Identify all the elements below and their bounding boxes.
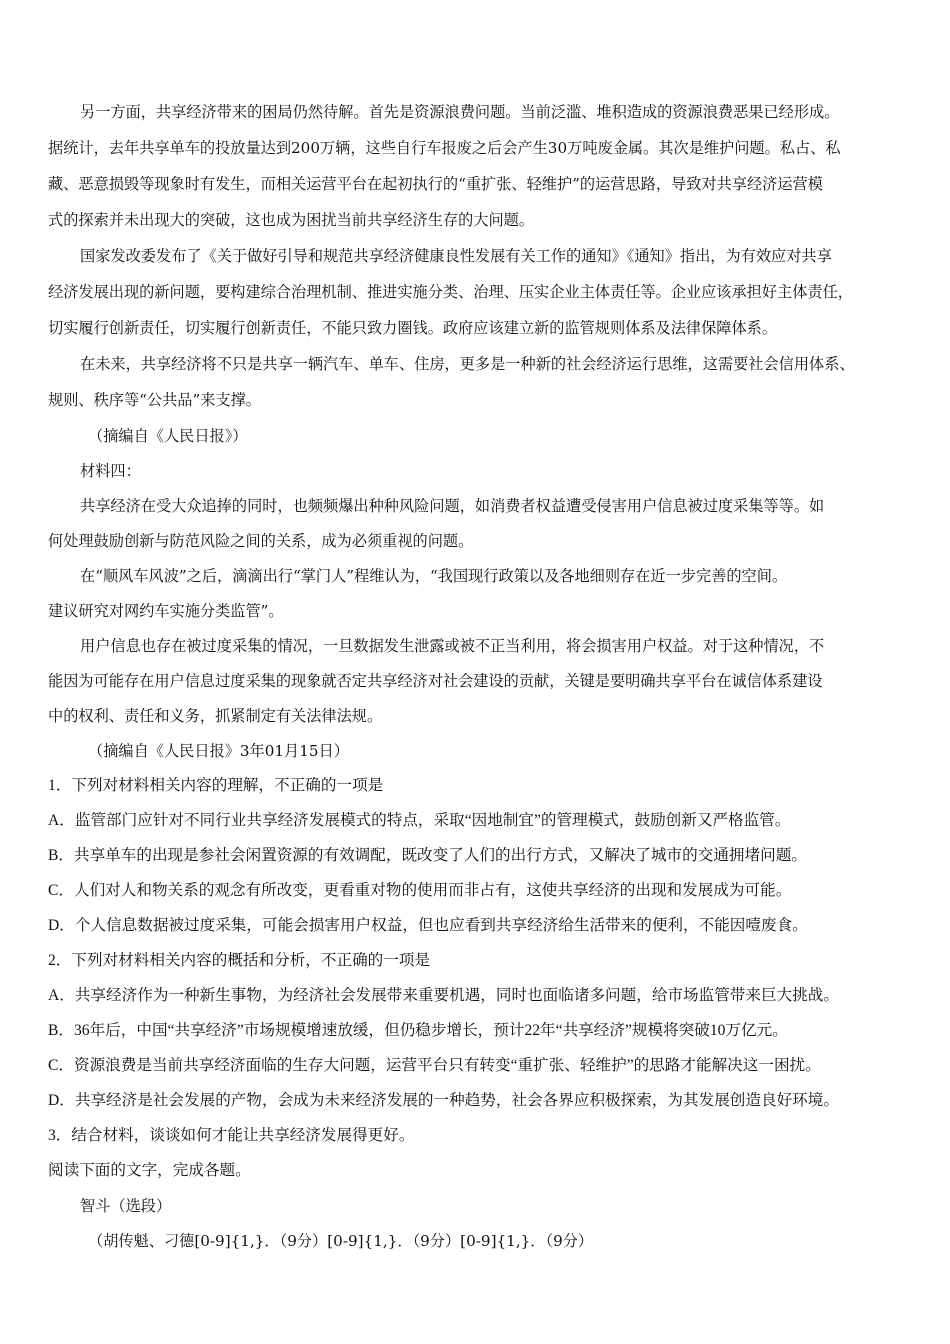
question-3: 3．结合材料，谈谈如何才能让共享经济发展得更好。 [48,1127,415,1144]
paragraph-line: 共享经济在受大众追捧的同时，也频频爆出种种风险问题，如消费者权益遭受侵害用户信息被过度采集等等。如 [80,497,825,515]
section-heading: 材料四： [80,462,141,480]
paragraph-line: 式的探索并未出现大的突破，这也成为困扰当前共享经济生存的大问题。 [48,211,534,229]
paragraph-line: 在“顺风车风波”之后，滴滴出行“掌门人”程维认为，“我国现行政策以及各地细则存在近一步完善的空间。 [80,567,788,585]
paragraph-line: 能因为可能存在用户信息过度采集的现象就否定共享经济对社会建设的贡献，关键是要明确共享平台在诚信体系建设 [48,672,823,690]
paragraph-line: 用户信息也存在被过度采集的情况，一旦数据发生泄露或被不正当利用，将会损害用户权益。对于这种情况，不 [80,637,825,655]
option-c: C．资源浪费是当前共享经济面临的生存大问题，运营平台只有转变“重扩张、轻维护”的思路才能解决这一困扰。 [48,1057,821,1074]
question-1: 1．下列对材料相关内容的理解，不正确的一项是 [48,777,384,794]
paragraph-line: 藏、恶意损毁等现象时有发生，而相关运营平台在起初执行的“重扩张、轻维护”的运营思路，导致对共享经济运营模 [48,175,823,193]
source-citation: （摘编自《人民日报》3年01月15日） [88,742,349,760]
passage-authors: （胡传魁、刁德[0-9]{1,}．（9分）[0-9]{1,}．（9分）[0-9]{1,}．（9分） [88,1232,594,1250]
reading-instruction: 阅读下面的文字，完成各题。 [48,1162,251,1179]
question-2: 2．下列对材料相关内容的概括和分析，不正确的一项是 [48,952,431,969]
option-b: B．共享单车的出现是参社会闲置资源的有效调配，既改变了人们的出行方式，又解决了城市的交通拥堵问题。 [48,847,807,864]
paragraph-line: 经济发展出现的新问题，要构建综合治理机制、推进实施分类、治理、压实企业主体责任等。企业应该承担好主体责任， [48,283,853,301]
paragraph-line: 国家发改委发布了《关于做好引导和规范共享经济健康良性发展有关工作的通知》《通知》指出，为有效应对共享 [80,247,832,265]
source-citation: （摘编自《人民日报》） [88,427,248,445]
paragraph-line: 在未来，共享经济将不只是共享一辆汽车、单车、住房，更多是一种新的社会经济运行思维，这需要社会信用体系、 [80,355,855,373]
option-a: A．监管部门应针对不同行业共享经济发展模式的特点，采取“因地制宜”的管理模式，鼓励创新又严格监管。 [48,812,791,829]
paragraph-line: 切实履行创新责任，切实履行创新责任，不能只致力圈钱。政府应该建立新的监管规则体系及法律保障体系。 [48,319,777,337]
option-b: B．36年后，中国“共享经济”市场规模增速放缓，但仍稳步增长，预计22年“共享经济”规模将突破10万亿元。 [48,1022,788,1039]
paragraph-line: 建议研究对网约车实施分类监管”。 [48,602,284,620]
paragraph-line: 规则、秩序等“公共品”来支撑。 [48,391,261,409]
paragraph-line: 何处理鼓励创新与防范风险之间的关系，成为必须重视的问题。 [48,532,474,550]
option-d: D．个人信息数据被过度采集，可能会损害用户权益，但也应看到共享经济给生活带来的便利，不能因噎废食。 [48,917,808,934]
paragraph-line: 中的权利、责任和义务，抓紧制定有关法律法规。 [48,707,383,725]
option-d: D．共享经济是社会发展的产物，会成为未来经济发展的一种趋势，社会各界应积极探索，为其发展创造良好环境。 [48,1092,839,1109]
paragraph-line: 据统计，去年共享单车的投放量达到200万辆，这些自行车报废之后会产生30万吨废金属。其次是维护问题。私占、私 [48,139,841,157]
passage-title: 智斗（选段） [80,1197,172,1215]
option-a: A．共享经济作为一种新生事物，为经济社会发展带来重要机遇，同时也面临诸多问题，给市场监管带来巨大挑战。 [48,987,839,1004]
option-c: C．人们对人和物关系的观念有所改变，更看重对物的使用而非占有，这使共享经济的出现和发展成为可能。 [48,882,792,899]
paragraph-line: 另一方面，共享经济带来的困局仍然待解。首先是资源浪费问题。当前泛滥、堆积造成的资源浪费恶果已经形成。 [80,103,840,121]
